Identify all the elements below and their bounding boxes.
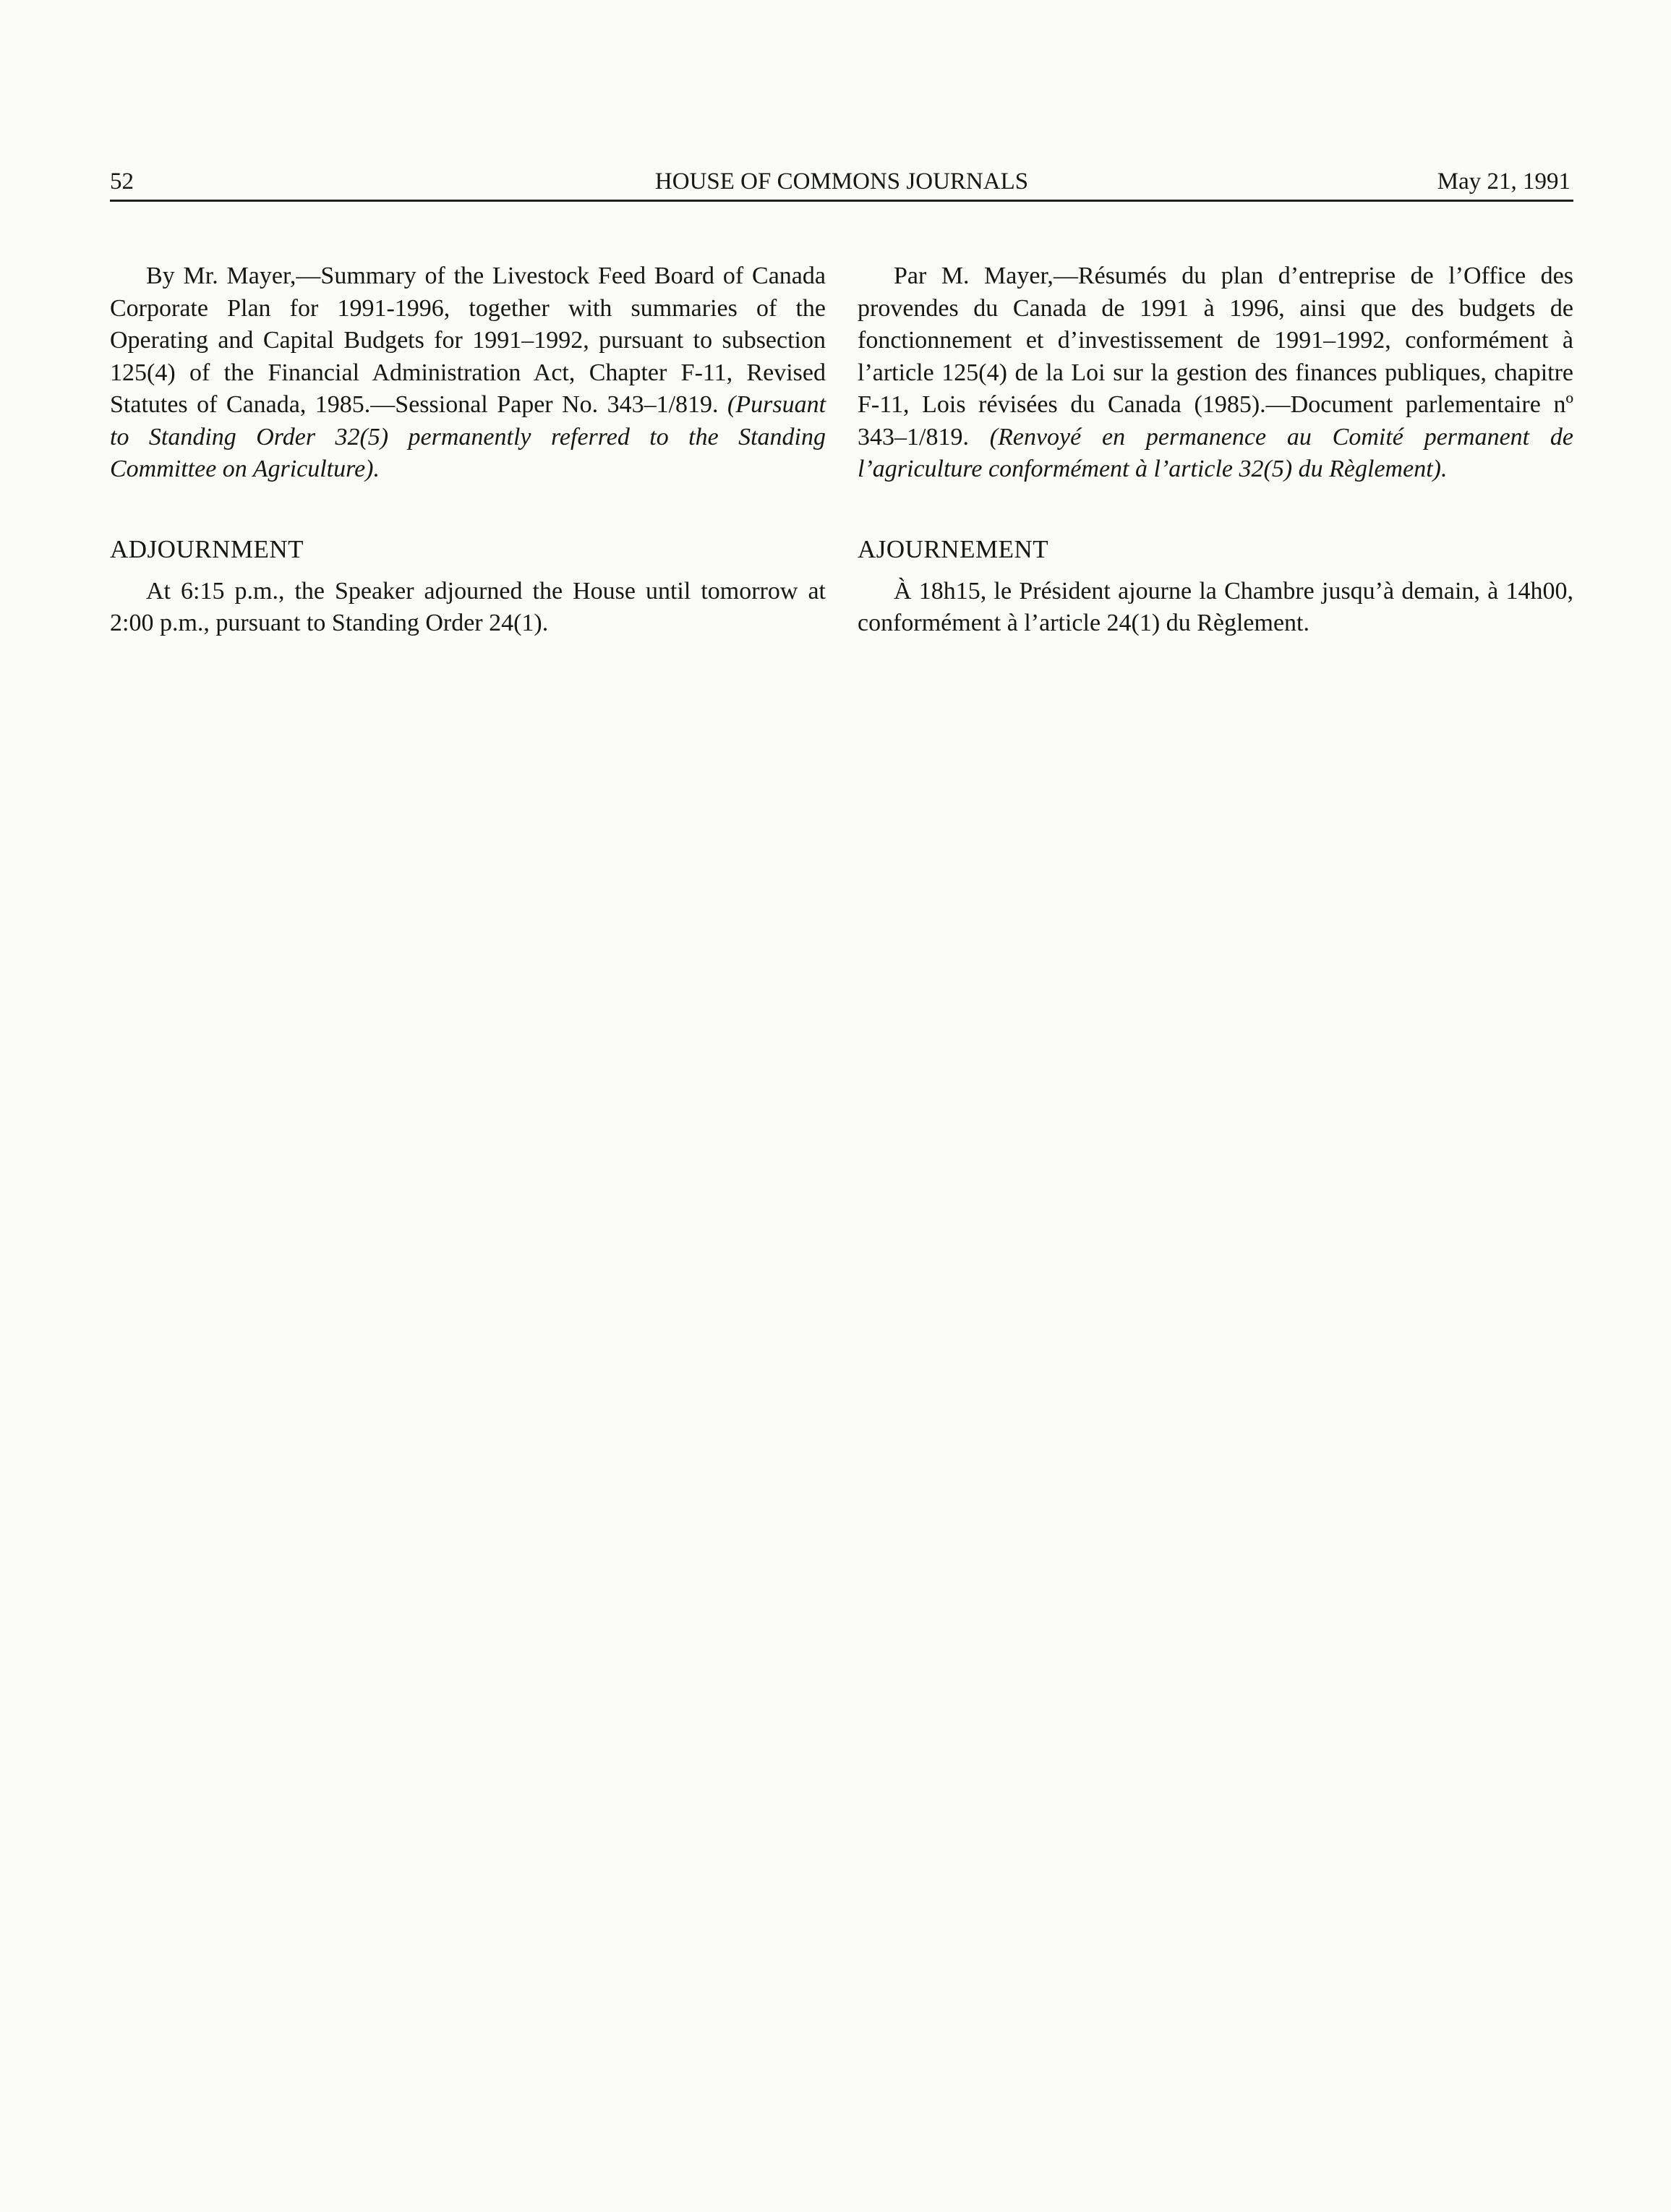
header-date: May 21, 1991	[1437, 168, 1570, 195]
section-heading: ADJOURNMENT	[110, 534, 304, 563]
english-column	[110, 260, 826, 640]
page-header	[110, 165, 1573, 202]
section-heading: AJOURNEMENT	[858, 534, 1049, 563]
french-column	[858, 260, 1573, 640]
page-number: 52	[110, 168, 134, 195]
entry-referral: (Pursuant to Standing Order 32(5) permanently referred to the Standing Committee on Agriculture).	[110, 391, 826, 482]
entry-text: By Mr. Mayer,—Summary of the Livestock Feed Board of Canada Corporate Plan for 1991-1996, together with summaries of the Operating and Capital Budgets for 1991–1992, pursuant to subsection 125(4) of the Financial Administration Act, Chapter F-11, Revised Statutes of Canada, 1985.—Sessional Paper No. 343–1/819.	[110, 262, 826, 418]
entry-referral: (Renvoyé en permanence au Comité permanent de l’agriculture conformément à l’article 32(5) du Règlement).	[858, 423, 1573, 482]
adjournment-paragraph: At 6:15 p.m., the Speaker adjourned the House until tomorrow at 2:00 p.m., pursuant to Standing Order 24(1).	[110, 577, 826, 636]
sessional-paper-entry	[858, 260, 1573, 486]
adjournment-paragraph: À 18h15, le Président ajourne la Chambre jusqu’à demain, à 14h00, conformément à l’article 24(1) du Règlement.	[858, 577, 1573, 636]
sessional-paper-entry	[110, 260, 826, 486]
journal-title: HOUSE OF COMMONS JOURNALS	[654, 168, 1029, 195]
entry-text: Par M. Mayer,—Résumés du plan d’entreprise de l’Office des provendes du Canada de 1991 à 1996, ainsi que des budgets de fonctionnement et d’investissement de 1991–1992, conformément à l’article 125(4) de la Loi sur la gestion des finances publiques, chapitre F-11, Lois révisées du Canada (1985).—Document parlementaire nº 343–1/819.	[858, 262, 1573, 450]
